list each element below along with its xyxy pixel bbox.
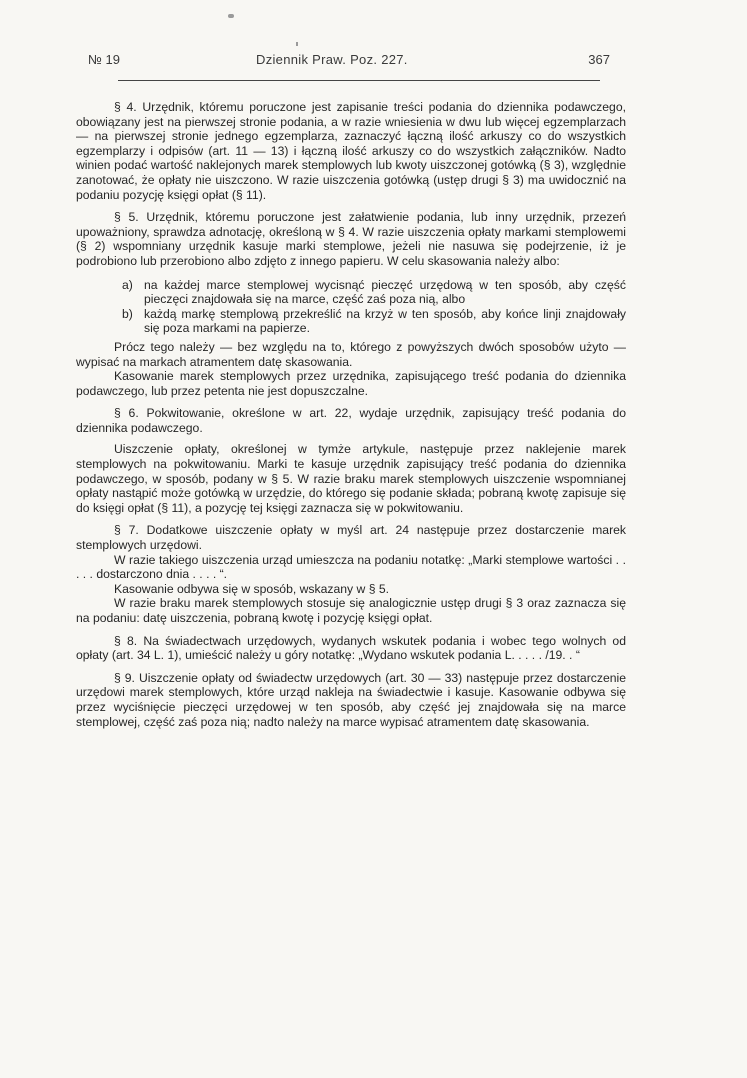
paragraph-cancellation-restriction: Kasowanie marek stemplowych przez urzędnika, zapisującego treść podania do dziennika podawczego, lub przez petenta nie jest dopuszczalne. (76, 369, 626, 398)
paragraph-section-9: § 9. Uiszczenie opłaty od świadectw urzędowych (art. 30 — 33) następuje przez dostarczenie urzędowi marek stemplowych, które urząd nakleja na świadectwie i kasuje. Kasowanie odbywa się przez wyciśnięcie pieczęci urzędowej w ten sposób, aby część jej znajdowała się na marce stemplowej, część zaś poza nią; nadto należy na marce wypisać atramentem datę skasowania. (76, 670, 626, 729)
list-item-label: a) (122, 277, 133, 292)
paragraph-section-7-note: W razie takiego uiszczenia urząd umieszcza na podaniu notatkę: „Marki stemplowe wartości . . . . . dostarczono dnia . . . . “. (76, 552, 626, 582)
paragraph-section-7-cash: W razie braku marek stemplowych stosuje się analogicznie ustęp drugi § 3 oraz zaznacza się na podaniu: datę uiszczenia, pobraną kwotę i pozycję księgi opłat. (76, 596, 626, 625)
options-list (76, 278, 626, 336)
document-body (76, 100, 626, 729)
issue-number: № 19 (88, 52, 121, 67)
paragraph-cancellation-date: Prócz tego należy — bez względu na to, którego z powyższych dwóch sposobów użyto — wypisać na markach atramentem datę skasowania. (76, 339, 626, 369)
running-title: Dziennik Praw. Poz. 227. (256, 52, 408, 67)
list-item-text: na każdej marce stemplowej wycisnąć pieczęć urzędową w ten sposób, aby część pieczęci znajdowała się na marce, część zaś poza nią, albo (144, 277, 626, 307)
list-item-label: b) (122, 306, 133, 321)
list-item (100, 307, 626, 336)
list-item (100, 278, 626, 307)
paragraph-section-5: § 5. Urzędnik, któremu poruczone jest załatwienie podania, lub inny urzędnik, przezeń upoważniony, sprawdza adnotację, określoną w § 4. W razie uiszczenia opłaty markami stemplowemi (§ 2) wspomniany urzędnik kasuje marki stemplowe, jeżeli nie nasuwa się podejrzenie, iż je podrobiono lub przerobiono albo zdjęto z innego papieru. W celu skasowania należy albo: (76, 210, 626, 268)
paragraph-section-6-fee: Uiszczenie opłaty, określonej w tymże artykule, następuje przez naklejenie marek stemplowych na pokwitowaniu. Marki te kasuje urzędnik zapisujący treść podania do dziennika podawczego, w sposób, podany w § 5. W razie braku marek stemplowych uiszczenie wspomnianej opłaty nastąpić może gotówką w urzędzie, do którego się podanie składa; pobraną kwotę zapisuje się do księgi opłat (§ 11), a pozycję tej księgi zaznacza się w pokwitowaniu. (76, 442, 626, 515)
header-rule (118, 80, 600, 81)
paper-blemish (228, 14, 234, 18)
paper-blemish (296, 42, 298, 46)
paragraph-section-6: § 6. Pokwitowanie, określone w art. 22, wydaje urzędnik, zapisujący treść podania do dziennika podawczego. (76, 406, 626, 435)
paragraph-section-4: § 4. Urzędnik, któremu poruczone jest zapisanie treści podania do dziennika podawczego, obowiązany jest na pierwszej stronie podania, a w razie wniesienia w dwu lub więcej egzemplarzach — na pierwszej stronie jednego egzemplarza, zaznaczyć łączną ilość arkuszy co do wszystkich egzemplarzy i odpisów (art. 11 — 13) i łączną ilość arkuszy co do wszystkich załączników. Nadto winien podać wartość naklejonych marek stemplowych lub kwoty uiszczonej gotówką (§ 3), względnie zanotować, że opłaty nie uiszczono. W razie uiszczenia gotówką (ustęp drugi § 3) ma uwidocznić na podaniu pozycję księgi opłat (§ 11). (76, 100, 626, 202)
list-item-text: każdą markę stemplową przekreślić na krzyż w ten sposób, aby końce linji znajdowały się poza markami na papierze. (144, 306, 626, 336)
paragraph-section-7: § 7. Dodatkowe uiszczenie opłaty w myśl art. 24 następuje przez dostarczenie marek stemplowych urzędowi. (76, 523, 626, 553)
paragraph-section-8: § 8. Na świadectwach urzędowych, wydanych wskutek podania i wobec tego wolnych od opłaty (art. 34 L. 1), umieścić należy u góry notatkę: „Wydano wskutek podania L. . . . . /19. . “ (76, 633, 626, 663)
page-header (88, 52, 610, 72)
page-number: 367 (588, 52, 610, 67)
paragraph-section-7-cancel: Kasowanie odbywa się w sposób, wskazany w § 5. (114, 581, 390, 596)
